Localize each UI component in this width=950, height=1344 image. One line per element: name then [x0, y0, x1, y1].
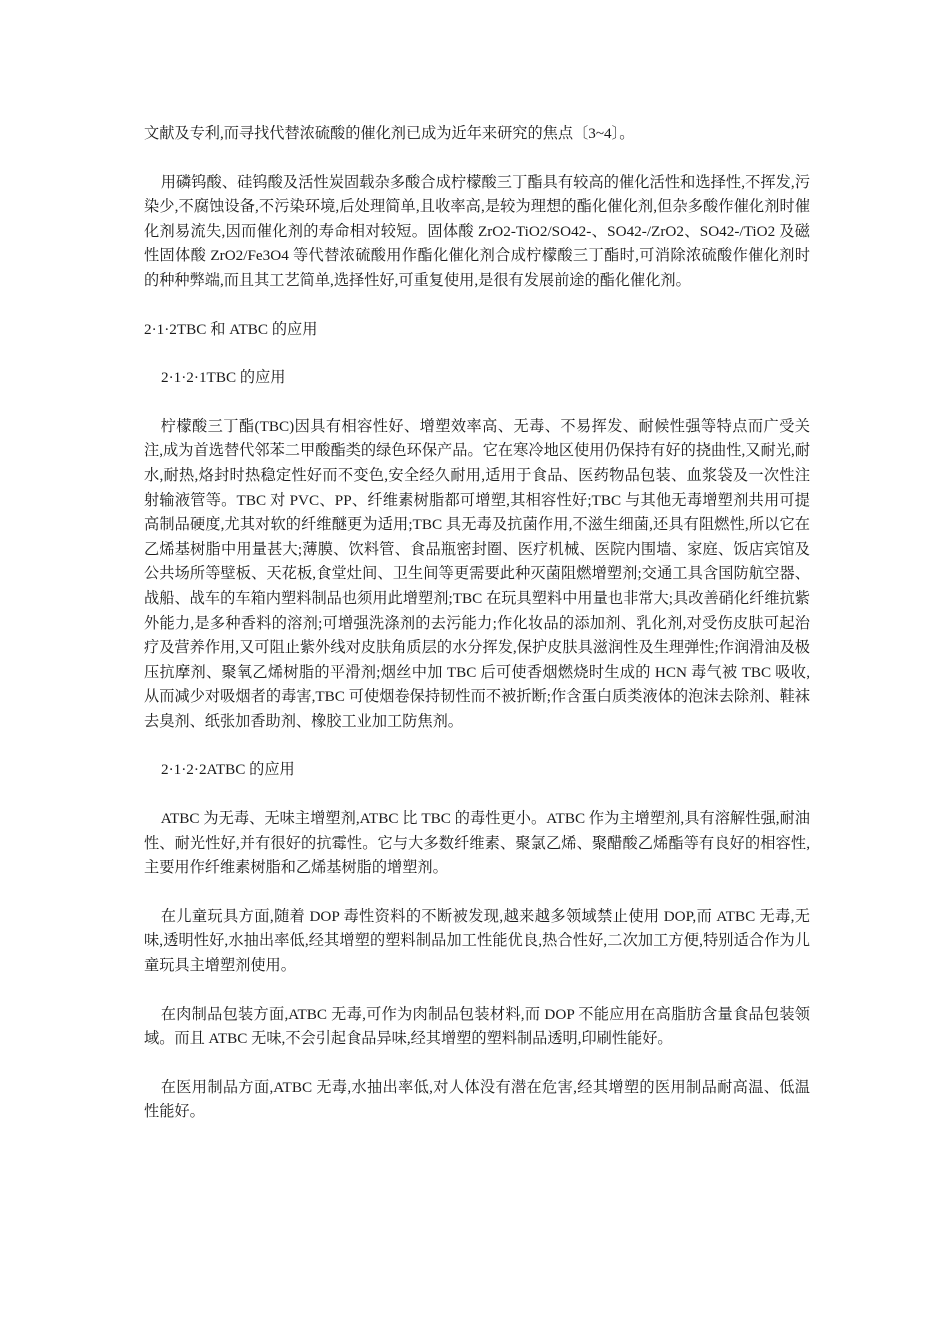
paragraph-intro-continuation: 文献及专利,而寻找代替浓硫酸的催化剂已成为近年来研究的焦点〔3~4〕。	[144, 125, 635, 142]
subsection-heading-atbc-applications: 2·1·2·2ATBC 的应用	[161, 761, 295, 779]
paragraph-tbc-applications: 柠檬酸三丁酯(TBC)因具有相容性好、增塑效率高、无毒、不易挥发、耐候性强等特点而广受关注,成为首选替代邻苯二甲酸酯类的绿色环保产品。它在寒冷地区使用仍保持有好的挠曲性,又耐光,耐水,耐热,烙封时热稳定性好而不变色,安全经久耐用,适用于食品、医药物品包装、血浆袋及一次性注射输液管等。TBC 对 PVC、PP、纤维素树脂都可增塑,其相容性好;TBC 与其他无毒增塑剂共用可提高制品硬度,尤其对软的纤维醚更为适用;TBC 具无毒及抗菌作用,不滋生细菌,还具有阻燃性,所以它在乙烯基树脂中用量甚大;薄膜、饮料管、食品瓶密封圈、医疗机械、医院内围墙、家庭、饭店宾馆及公共场所等壁板、天花板,食堂灶间、卫生间等更需要此种灭菌阻燃增塑剂;交通工具含国防航空器、战船、战车的车箱内塑料制品也须用此增塑剂;TBC 在玩具塑料中用量也非常大;具改善硝化纤维抗紫外能力,是多种香料的溶剂;可增强洗涤剂的去污能力;作化妆品的添加剂、乳化剂,对受伤皮肤可起治疗及营养作用,又可阻止紫外线对皮肤角质层的水分挥发,保护皮肤具滋润性及生理弹性;作润滑油及极压抗摩剂、聚氧乙烯树脂的平滑剂;烟丝中加 TBC 后可使香烟燃烧时生成的 HCN 毒气被 TBC 吸收,从而减少对吸烟者的毒害,TBC 可使烟卷保持韧性而不被折断;作含蛋白质类液体的泡沫去除剂、鞋袜去臭剂、纸张加香助剂、橡胶工业加工防焦剂。	[144, 417, 810, 730]
paragraph-atbc-meat-packaging: 在肉制品包装方面,ATBC 无毒,可作为肉制品包装材料,而 DOP 不能应用在高脂肪含量食品包装领域。而且 ATBC 无味,不会引起食品异味,经其增塑的塑料制品透明,印刷性能好。	[144, 1005, 810, 1048]
subsection-heading-tbc-applications: 2·1·2·1TBC 的应用	[161, 369, 286, 387]
paragraph-atbc-medical: 在医用制品方面,ATBC 无毒,水抽出率低,对人体没有潜在危害,经其增塑的医用制品耐高温、低温性能好。	[144, 1078, 810, 1121]
section-heading-tbc-atbc-applications: 2·1·2TBC 和 ATBC 的应用	[144, 320, 318, 338]
paragraph-atbc-overview: ATBC 为无毒、无味主增塑剂,ATBC 比 TBC 的毒性更小。ATBC 作为主增塑剂,具有溶解性强,耐油性、耐光性好,并有很好的抗霉性。它与大多数纤维素、聚氯乙烯、聚醋酸乙烯酯等有良好的相容性,主要用作纤维素树脂和乙烯基树脂的增塑剂。	[144, 810, 810, 877]
paragraph-catalysts: 用磷钨酸、硅钨酸及活性炭固载杂多酸合成柠檬酸三丁酯具有较高的催化活性和选择性,不挥发,污染少,不腐蚀设备,不污染环境,后处理简单,且收率高,是较为理想的酯化催化剂,但杂多酸作催化剂时催化剂易流失,因而催化剂的寿命相对较短。固体酸 ZrO2-TiO2/SO42-、SO42-/ZrO2、SO42-/TiO2 及磁性固体酸 ZrO2/Fe3O4 等代替浓硫酸用作酯化催化剂合成柠檬酸三丁酯时,可消除浓硫酸作催化剂时的种种弊端,而且其工艺简单,选择性好,可重复使用,是很有发展前途的酯化催化剂。	[144, 173, 810, 289]
document-page	[144, 122, 810, 1149]
paragraph-atbc-toys: 在儿童玩具方面,随着 DOP 毒性资料的不断被发现,越来越多领域禁止使用 DOP,而 ATBC 无毒,无味,透明性好,水抽出率低,经其增塑的塑料制品加工性能优良,热合性好,二次加工方便,特别适合作为儿童玩具主增塑剂使用。	[144, 907, 810, 975]
